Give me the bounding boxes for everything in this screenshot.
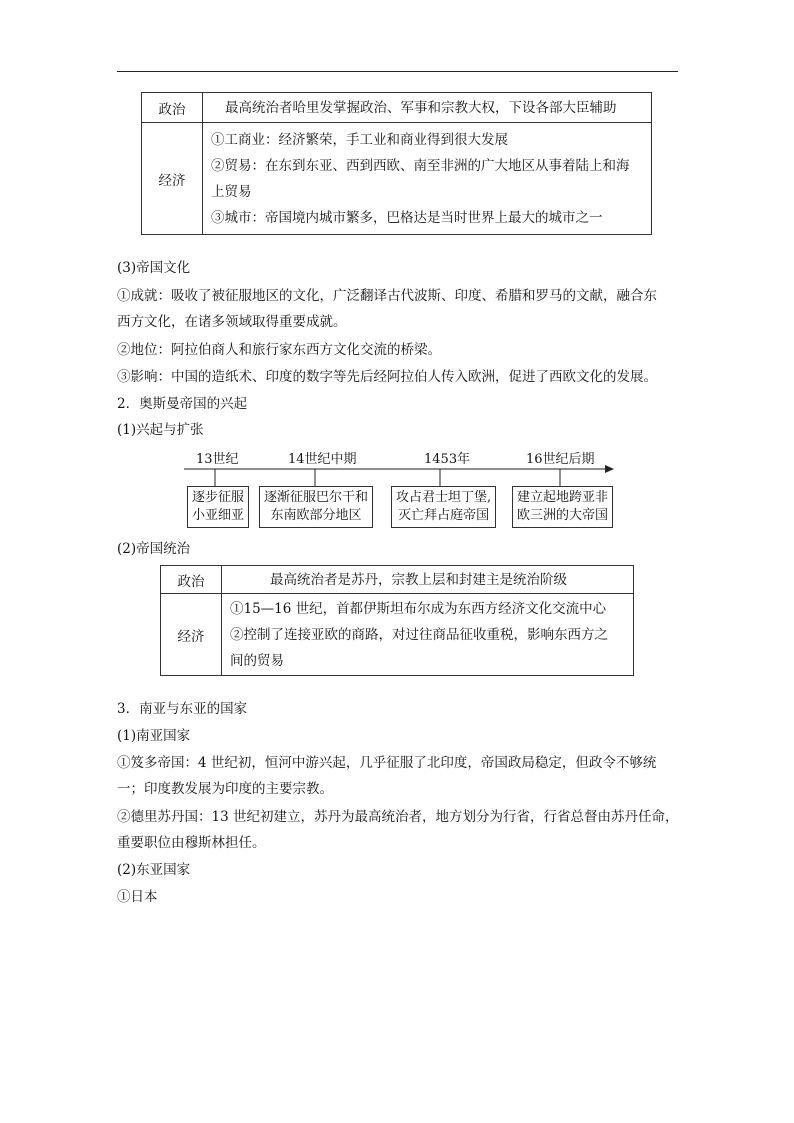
cell-line: ②贸易：在东到东亚、西到西欧、南至非洲的广大地区从事着陆上和海: [211, 157, 630, 174]
timeline-event-box: [187, 486, 249, 528]
ottoman-rise-heading: (1)兴起与扩张: [117, 422, 204, 438]
cell-line: ②控制了连接亚欧的商路，对过往商品征收重税，影响东西方之: [230, 626, 608, 643]
south-asia-heading: (1)南亚国家: [117, 728, 191, 744]
timeline-date: 13世纪: [196, 452, 239, 467]
cell-line: 间的贸易: [230, 652, 284, 669]
cell-line: ③城市：帝国境内城市繁多，巴格达是当时世界上最大的城市之一: [211, 209, 603, 226]
row-content-economy: [203, 123, 652, 235]
event-line: 建立起地跨亚非: [517, 490, 609, 505]
row-label-politics: 政治: [142, 93, 203, 123]
row-content-politics: [222, 566, 634, 594]
arrow-head-icon: [605, 465, 614, 473]
timeline-date: 16世纪后期: [526, 452, 595, 467]
ottoman-rule-heading: (2)帝国统治: [117, 541, 191, 557]
cell-line: 上贸易: [211, 183, 252, 200]
event-line: 小亚细亚: [192, 508, 245, 523]
event-line: 欧三洲的大帝国: [517, 508, 609, 523]
table-row: [161, 566, 634, 594]
culture-achievement-line1: ①成就：吸收了被征服地区的文化，广泛翻译古代波斯、印度、希腊和罗马的文献，融合东: [117, 288, 657, 304]
row-label-economy: 经济: [142, 123, 203, 235]
cell-line: ①15—16 世纪，首都伊斯坦布尔成为东西方经济文化交流中心: [230, 600, 607, 617]
event-line: 灭亡拜占庭帝国: [398, 508, 490, 523]
ottoman-heading: 2．奥斯曼帝国的兴起: [117, 396, 248, 412]
timeline-event-box: [391, 486, 496, 528]
timeline-event-box: [259, 486, 373, 528]
timeline-date: 14世纪中期: [288, 452, 357, 467]
row-label-economy: 经济: [161, 594, 222, 676]
timeline-event-box: [512, 486, 613, 528]
cell-line: 最高统治者是苏丹，宗教上层和封建主是统治阶级: [270, 571, 567, 588]
delhi-line1: ②德里苏丹国：13 世纪初建立，苏丹为最高统治者，地方划分为行省，行省总督由苏丹任命，: [117, 809, 679, 825]
gupta-line1: ①笈多帝国：4 世纪初，恒河中游兴起，几乎征服了北印度，帝国政局稳定，但政令不够统: [117, 755, 657, 771]
arab-empire-table: [141, 92, 652, 235]
cell-line: 最高统治者哈里发掌握政治、军事和宗教大权，下设各部大臣辅助: [225, 99, 617, 116]
event-line: 东南欧部分地区: [270, 508, 362, 523]
event-line: 逐渐征服巴尔干和: [264, 490, 369, 505]
table-row: [142, 123, 652, 235]
header-rule: [117, 71, 678, 72]
event-line: 逐步征服: [192, 490, 245, 505]
japan-heading: ①日本: [117, 889, 158, 905]
row-label-politics: 政治: [161, 566, 222, 594]
culture-status: ②地位：阿拉伯商人和旅行家东西方文化交流的桥梁。: [117, 342, 441, 358]
gupta-line2: 一；印度教发展为印度的主要宗教。: [117, 781, 333, 797]
timeline-date: 1453年: [424, 452, 471, 467]
cell-line: ①工商业：经济繁荣，手工业和商业得到很大发展: [211, 131, 508, 148]
row-content-politics: [203, 93, 652, 123]
row-content-economy: [222, 594, 634, 676]
table-row: [142, 93, 652, 123]
ottoman-timeline: [184, 448, 614, 530]
asia-heading: 3．南亚与东亚的国家: [117, 701, 248, 717]
delhi-line2: 重要职位由穆斯林担任。: [117, 835, 266, 851]
culture-influence: ③影响：中国的造纸术、印度的数字等先后经阿拉伯人传入欧洲，促进了西欧文化的发展。: [117, 369, 657, 385]
culture-heading: (3)帝国文化: [117, 260, 191, 276]
table-row: [161, 594, 634, 676]
event-line: 攻占君士坦丁堡,: [396, 490, 492, 505]
east-asia-heading: (2)东亚国家: [117, 862, 191, 878]
ottoman-empire-table: [160, 565, 634, 676]
culture-achievement-line2: 西方文化，在诸多领域取得重要成就。: [117, 314, 347, 330]
